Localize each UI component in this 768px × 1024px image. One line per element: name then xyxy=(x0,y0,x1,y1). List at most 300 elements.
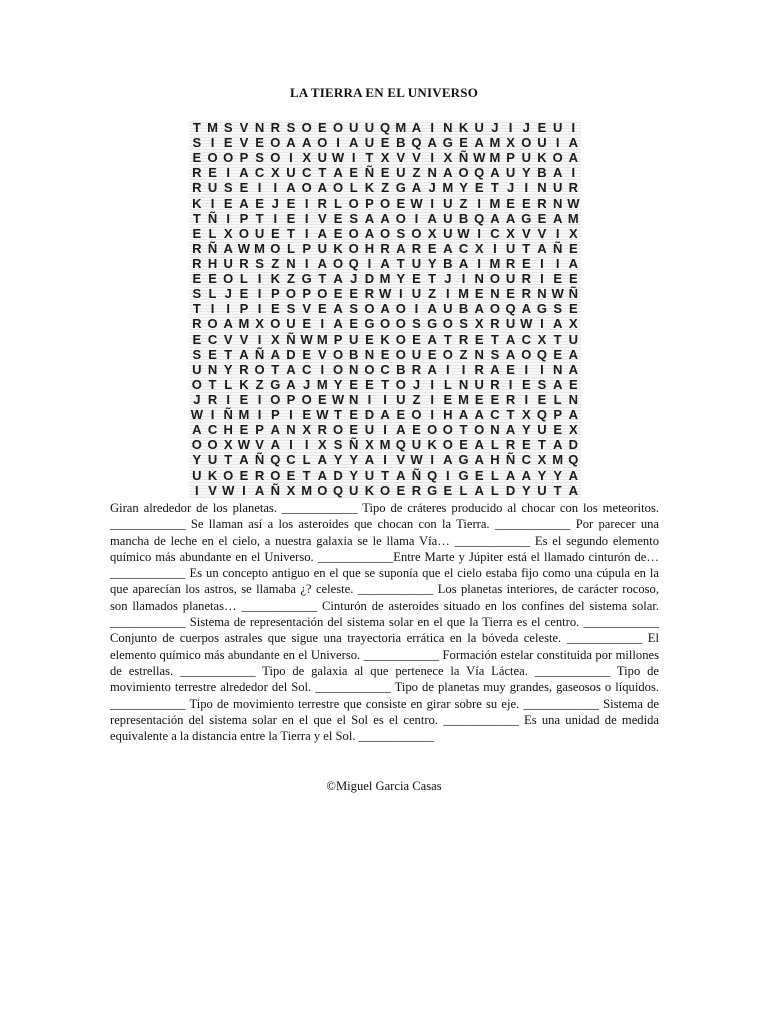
grid-letter: K xyxy=(192,195,202,211)
grid-letter: A xyxy=(474,301,484,317)
grid-letter: T xyxy=(490,180,499,196)
grid-letter: G xyxy=(270,376,281,392)
grid-letter: S xyxy=(192,135,202,151)
copyright-footer: ©Miguel Garcia Casas xyxy=(326,779,442,793)
grid-letter: A xyxy=(490,210,500,226)
grid-letter: Ñ xyxy=(254,452,265,468)
grid-letter: E xyxy=(396,482,406,498)
grid-letter: J xyxy=(522,120,530,135)
grid-letter: Q xyxy=(536,407,548,423)
grid-letter: K xyxy=(537,150,547,166)
grid-letter: T xyxy=(318,165,327,181)
grid-letter: I xyxy=(477,225,482,241)
grid-letter: Q xyxy=(411,135,422,151)
grid-letter: Ñ xyxy=(349,437,359,453)
grid-letter: U xyxy=(364,120,375,135)
grid-letter: A xyxy=(568,482,579,498)
grid-letter: W xyxy=(520,316,533,332)
grid-letter: A xyxy=(333,301,343,317)
grid-letter: Ñ xyxy=(207,210,218,226)
grid-letter: E xyxy=(537,210,547,226)
grid-letter: I xyxy=(273,180,278,196)
grid-letter: E xyxy=(521,195,531,211)
grid-row xyxy=(189,437,581,452)
grid-letter: A xyxy=(317,180,328,196)
grid-letter: U xyxy=(443,225,453,241)
grid-letter: I xyxy=(257,180,262,196)
grid-letter: E xyxy=(459,135,468,151)
grid-letter: I xyxy=(524,180,529,196)
grid-letter: J xyxy=(350,271,358,287)
grid-letter: E xyxy=(380,165,390,181)
grid-letter: A xyxy=(505,331,516,347)
grid-letter: O xyxy=(223,467,234,483)
grid-letter: I xyxy=(524,361,529,377)
grid-letter: K xyxy=(380,331,390,347)
grid-letter: O xyxy=(207,437,218,453)
grid-letter: X xyxy=(223,437,233,453)
grid-letter: W xyxy=(331,150,345,166)
grid-letter: L xyxy=(490,437,499,453)
grid-letter: C xyxy=(207,422,218,438)
grid-letter: E xyxy=(192,150,202,166)
grid-letter: A xyxy=(286,180,296,196)
grid-letter: Y xyxy=(223,361,233,377)
grid-letter: I xyxy=(367,391,372,407)
grid-letter: G xyxy=(364,316,375,332)
grid-letter: Y xyxy=(349,452,359,468)
grid-letter: U xyxy=(537,422,547,438)
grid-letter: Q xyxy=(568,452,579,468)
grid-letter: E xyxy=(349,286,359,302)
grid-letter: E xyxy=(396,407,406,423)
grid-letter: E xyxy=(396,195,406,211)
grid-letter: T xyxy=(490,331,499,347)
grid-row xyxy=(189,226,581,241)
grid-letter: D xyxy=(364,407,375,423)
grid-letter: B xyxy=(396,135,406,151)
grid-letter: Y xyxy=(521,165,531,181)
grid-letter: E xyxy=(349,165,359,181)
grid-letter: I xyxy=(210,407,215,423)
grid-letter: U xyxy=(396,165,406,181)
grid-letter: R xyxy=(474,361,484,377)
grid-letter: T xyxy=(192,210,201,226)
grid-letter: I xyxy=(446,286,450,302)
grid-letter: Z xyxy=(412,391,421,407)
grid-letter: V xyxy=(239,135,249,151)
grid-letter: R xyxy=(192,316,202,332)
grid-letter: A xyxy=(568,150,579,166)
grid-letter: K xyxy=(364,482,375,498)
grid-letter: U xyxy=(286,316,296,332)
grid-letter: E xyxy=(474,286,484,302)
grid-letter: O xyxy=(270,240,281,256)
grid-letter: U xyxy=(364,467,375,483)
grid-letter: T xyxy=(428,271,437,287)
grid-letter: A xyxy=(286,135,296,151)
grid-letter: O xyxy=(411,225,422,241)
grid-letter: E xyxy=(302,316,311,332)
grid-letter: Q xyxy=(505,301,516,317)
grid-letter: A xyxy=(239,165,249,181)
grid-letter: E xyxy=(474,180,484,196)
grid-letter: Y xyxy=(333,452,343,468)
grid-letter: B xyxy=(458,301,469,317)
grid-letter: T xyxy=(522,240,531,256)
grid-letter: N xyxy=(364,346,375,362)
grid-letter: Z xyxy=(255,376,264,392)
grid-letter: T xyxy=(192,301,201,317)
grid-letter: Q xyxy=(348,255,359,271)
grid-letter: I xyxy=(540,316,544,332)
grid-letter: E xyxy=(443,391,453,407)
grid-letter: S xyxy=(255,150,264,166)
grid-letter: G xyxy=(521,210,532,226)
grid-letter: E xyxy=(521,255,531,271)
grid-letter: O xyxy=(301,120,312,135)
grid-letter: K xyxy=(333,240,343,256)
grid-letter: I xyxy=(320,316,325,332)
grid-letter: J xyxy=(428,180,436,196)
grid-letter: X xyxy=(223,225,233,241)
grid-letter: R xyxy=(411,240,422,256)
grid-letter: S xyxy=(192,286,202,302)
grid-letter: J xyxy=(224,286,232,302)
grid-letter: D xyxy=(286,346,296,362)
grid-letter: U xyxy=(317,150,328,166)
grid-letter: D xyxy=(505,482,516,498)
grid-letter: A xyxy=(317,255,328,271)
grid-letter: I xyxy=(493,240,497,256)
grid-letter: A xyxy=(380,407,390,423)
grid-letter: X xyxy=(474,316,484,332)
grid-letter: T xyxy=(224,452,233,468)
grid-letter: I xyxy=(461,271,466,287)
grid-letter: L xyxy=(553,391,562,407)
grid-letter: I xyxy=(289,150,293,166)
grid-letter: V xyxy=(537,225,547,241)
grid-letter: I xyxy=(210,135,215,151)
grid-letter: U xyxy=(505,240,516,256)
grid-letter: T xyxy=(255,210,264,226)
grid-letter: O xyxy=(474,422,485,438)
grid-letter: U xyxy=(349,120,359,135)
grid-letter: S xyxy=(459,316,468,332)
grid-letter: A xyxy=(568,407,579,423)
grid-letter: N xyxy=(537,286,547,302)
grid-letter: L xyxy=(459,482,468,498)
grid-letter: O xyxy=(395,376,406,392)
grid-letter: N xyxy=(490,286,500,302)
grid-letter: R xyxy=(239,361,249,377)
grid-letter: U xyxy=(411,346,422,362)
grid-letter: Y xyxy=(521,482,531,498)
grid-letter: E xyxy=(192,331,202,347)
grid-letter: O xyxy=(427,422,438,438)
grid-letter: O xyxy=(521,135,532,151)
grid-letter: T xyxy=(553,482,562,498)
grid-letter: T xyxy=(443,331,452,347)
grid-letter: P xyxy=(270,286,280,302)
grid-letter: A xyxy=(270,346,280,362)
grid-letter: O xyxy=(442,422,453,438)
grid-letter: A xyxy=(364,210,375,226)
grid-letter: U xyxy=(443,301,453,317)
grid-letter: J xyxy=(303,376,311,392)
grid-letter: O xyxy=(332,255,344,271)
grid-letter: A xyxy=(380,301,390,317)
grid-letter: I xyxy=(336,135,340,151)
grid-letter: W xyxy=(190,407,203,423)
clues-paragraph: Giran alrededor de los planetas. ____________ Tipo de cráteres producido al chocar con los meteoritos. ____________ Se llaman así a los asteroides que chocan con la Tierra. ____________ Por parecer una mancha de leche en el cielo, a nuestra galaxia se le llama Vía… ____________ Es el segundo elemento químico más abundante en el Universo. ____________Entre Marte y Júpiter está el llamado cinturón de… ____________ Es un concepto antiguo en el que se suponía que el cielo estaba fijo como una cúpula en la que aparecían los astros, se llamaba ¿? celeste. ____________ Los planetas interiores, de carácter rocoso, son llamados planetas… ____________ Cinturón de asteroides situado en los confines del sistema solar. ____________ Sistema de representación del sistema solar en el que la Tierra es el centro. ____________ Conjunto de cuerpos astrales que sigue una trayectoria errática en la bóveda celeste. ____________ El elemento químico más abundante en el Universo. ____________ Formación estelar constituida por millones de estrellas. ____________ Tipo de galaxia al que pertenece la Vía Láctea. ____________ Tipo de movimiento terrestre alrededor del Sol. ____________ Tipo de planetas muy grandes, gaseosos o líquidos. ____________ Tipo de movimiento terrestre que consiste en girar sobre su eje. ____________ Sistema de representación del sistema solar en el que el Sol es el centro. ____________ Es una unidad de medida equivalente a la distancia entre la Tierra y el Sol. ____________ xyxy=(110,501,659,744)
grid-letter: I xyxy=(273,210,278,226)
grid-letter: V xyxy=(255,437,264,453)
grid-letter: E xyxy=(270,301,280,317)
grid-letter: V xyxy=(396,452,406,468)
grid-letter: N xyxy=(286,255,296,271)
grid-letter: A xyxy=(380,210,390,226)
grid-letter: A xyxy=(333,165,343,181)
grid-letter: E xyxy=(427,346,437,362)
grid-letter: L xyxy=(224,376,233,392)
grid-letter: E xyxy=(208,271,217,287)
grid-letter: N xyxy=(443,120,453,135)
grid-letter: U xyxy=(521,150,531,166)
grid-letter: O xyxy=(442,316,453,332)
grid-letter: R xyxy=(458,331,469,347)
grid-letter: O xyxy=(223,150,234,166)
grid-letter: E xyxy=(537,391,547,407)
grid-letter: L xyxy=(443,376,452,392)
grid-letter: O xyxy=(207,316,218,332)
grid-letter: Q xyxy=(270,452,281,468)
grid-letter: D xyxy=(333,467,343,483)
grid-letter: I xyxy=(195,482,199,498)
grid-letter: V xyxy=(239,331,249,347)
grid-letter: I xyxy=(430,452,434,468)
grid-letter: E xyxy=(208,165,217,181)
grid-letter: E xyxy=(569,301,578,317)
grid-letter: X xyxy=(569,225,578,241)
grid-letter: T xyxy=(271,361,280,377)
grid-letter: G xyxy=(442,135,453,151)
grid-letter: N xyxy=(552,195,563,211)
grid-letter: P xyxy=(333,331,343,347)
grid-letter: E xyxy=(239,422,249,438)
grid-letter: I xyxy=(446,467,450,483)
grid-letter: O xyxy=(270,135,281,151)
grid-letter: R xyxy=(521,286,531,302)
grid-letter: M xyxy=(316,331,328,347)
grid-letter: T xyxy=(192,120,201,135)
grid-letter: M xyxy=(458,286,469,302)
grid-letter: G xyxy=(458,467,469,483)
grid-letter: M xyxy=(207,120,218,135)
grid-letter: L xyxy=(208,286,217,302)
grid-letter: R xyxy=(239,255,249,271)
grid-letter: A xyxy=(239,452,249,468)
grid-letter: A xyxy=(364,452,375,468)
grid-letter: A xyxy=(474,407,484,423)
grid-letter: H xyxy=(364,240,375,256)
grid-letter: P xyxy=(365,195,374,211)
grid-letter: E xyxy=(223,195,233,211)
grid-letter: E xyxy=(553,422,562,438)
grid-letter: X xyxy=(318,437,327,453)
grid-letter: E xyxy=(569,240,578,256)
grid-letter: I xyxy=(226,391,231,407)
grid-letter: A xyxy=(443,452,453,468)
grid-letter: O xyxy=(380,316,391,332)
grid-letter: E xyxy=(553,346,562,362)
grid-letter: I xyxy=(304,210,309,226)
grid-letter: A xyxy=(396,467,406,483)
grid-letter: O xyxy=(332,120,344,135)
grid-letter: U xyxy=(396,391,406,407)
grid-letter: N xyxy=(207,361,218,377)
grid-row xyxy=(189,241,581,256)
grid-letter: W xyxy=(378,286,392,302)
grid-letter: E xyxy=(443,482,453,498)
grid-letter: E xyxy=(380,346,390,362)
grid-letter: A xyxy=(552,316,563,332)
grid-letter: N xyxy=(286,422,296,438)
grid-letter: N xyxy=(254,120,265,135)
grid-letter: O xyxy=(207,150,218,166)
grid-letter: A xyxy=(505,346,516,362)
grid-letter: I xyxy=(430,376,434,392)
word-search-grid xyxy=(189,120,581,498)
grid-letter: M xyxy=(254,240,266,256)
grid-letter: A xyxy=(427,301,437,317)
grid-letter: T xyxy=(302,467,311,483)
grid-letter: I xyxy=(430,120,434,135)
grid-letter: U xyxy=(411,437,422,453)
grid-letter: C xyxy=(458,240,469,256)
grid-letter: I xyxy=(367,255,372,271)
grid-row xyxy=(189,135,581,150)
grid-letter: E xyxy=(553,271,562,287)
grid-letter: Ñ xyxy=(223,407,233,423)
grid-letter: A xyxy=(474,437,484,453)
grid-letter: M xyxy=(238,407,250,423)
grid-letter: A xyxy=(427,135,437,151)
grid-letter: I xyxy=(304,255,309,271)
grid-letter: A xyxy=(317,452,328,468)
grid-letter: O xyxy=(395,316,406,332)
grid-letter: D xyxy=(364,271,375,287)
grid-letter: C xyxy=(301,165,312,181)
grid-letter: Q xyxy=(536,346,548,362)
grid-letter: E xyxy=(506,286,515,302)
grid-letter: E xyxy=(569,271,578,287)
grid-letter: M xyxy=(379,271,391,287)
grid-letter: A xyxy=(286,361,296,377)
grid-row xyxy=(189,362,581,377)
grid-letter: E xyxy=(349,407,359,423)
grid-letter: O xyxy=(395,301,406,317)
grid-letter: R xyxy=(317,195,328,211)
grid-letter: A xyxy=(364,225,375,241)
grid-letter: O xyxy=(223,271,234,287)
grid-letter: C xyxy=(207,331,218,347)
grid-letter: R xyxy=(537,195,547,211)
grid-letter: L xyxy=(334,195,342,211)
grid-letter: E xyxy=(286,467,296,483)
grid-letter: X xyxy=(443,150,453,166)
grid-letter: M xyxy=(316,376,328,392)
grid-letter: R xyxy=(254,467,265,483)
grid-letter: A xyxy=(552,165,563,181)
grid-row xyxy=(189,301,581,316)
grid-letter: W xyxy=(222,482,235,498)
grid-letter: A xyxy=(474,452,484,468)
grid-letter: R xyxy=(490,376,500,392)
grid-letter: S xyxy=(396,225,406,241)
grid-letter: Y xyxy=(459,180,468,196)
grid-letter: S xyxy=(286,120,296,135)
grid-letter: V xyxy=(239,120,249,135)
grid-letter: E xyxy=(192,271,202,287)
grid-letter: L xyxy=(302,452,311,468)
grid-letter: R xyxy=(364,286,375,302)
grid-letter: Q xyxy=(395,437,406,453)
grid-letter: W xyxy=(316,407,329,423)
grid-letter: U xyxy=(505,165,516,181)
grid-letter: E xyxy=(270,225,280,241)
grid-letter: A xyxy=(505,422,516,438)
grid-letter: I xyxy=(540,361,544,377)
grid-letter: U xyxy=(411,255,422,271)
grid-letter: C xyxy=(380,361,390,377)
grid-letter: U xyxy=(364,135,375,151)
grid-row xyxy=(189,180,581,195)
grid-letter: A xyxy=(192,422,202,438)
grid-letter: U xyxy=(552,120,563,135)
grid-letter: E xyxy=(459,437,468,453)
grid-letter: E xyxy=(506,361,515,377)
grid-letter: A xyxy=(474,135,484,151)
grid-letter: A xyxy=(537,240,547,256)
grid-letter: T xyxy=(208,376,217,392)
grid-letter: O xyxy=(348,195,359,211)
grid-letter: M xyxy=(489,255,501,271)
grid-letter: I xyxy=(257,286,262,302)
grid-letter: I xyxy=(446,361,450,377)
grid-letter: R xyxy=(505,391,516,407)
grid-letter: I xyxy=(257,391,262,407)
grid-letter: Z xyxy=(459,346,468,362)
grid-letter: I xyxy=(555,255,560,271)
grid-letter: V xyxy=(208,482,217,498)
grid-letter: T xyxy=(506,407,515,423)
grid-letter: Ñ xyxy=(505,452,516,468)
grid-letter: A xyxy=(568,346,579,362)
grid-letter: A xyxy=(239,346,249,362)
grid-letter: O xyxy=(191,437,202,453)
grid-letter: O xyxy=(395,346,406,362)
grid-letter: X xyxy=(365,437,374,453)
grid-letter: J xyxy=(193,391,201,407)
grid-letter: X xyxy=(270,165,280,181)
grid-letter: A xyxy=(427,331,437,347)
grid-letter: X xyxy=(302,422,311,438)
grid-letter: A xyxy=(427,210,437,226)
grid-letter: Ñ xyxy=(411,467,422,483)
grid-letter: J xyxy=(271,195,279,211)
grid-letter: B xyxy=(396,361,406,377)
